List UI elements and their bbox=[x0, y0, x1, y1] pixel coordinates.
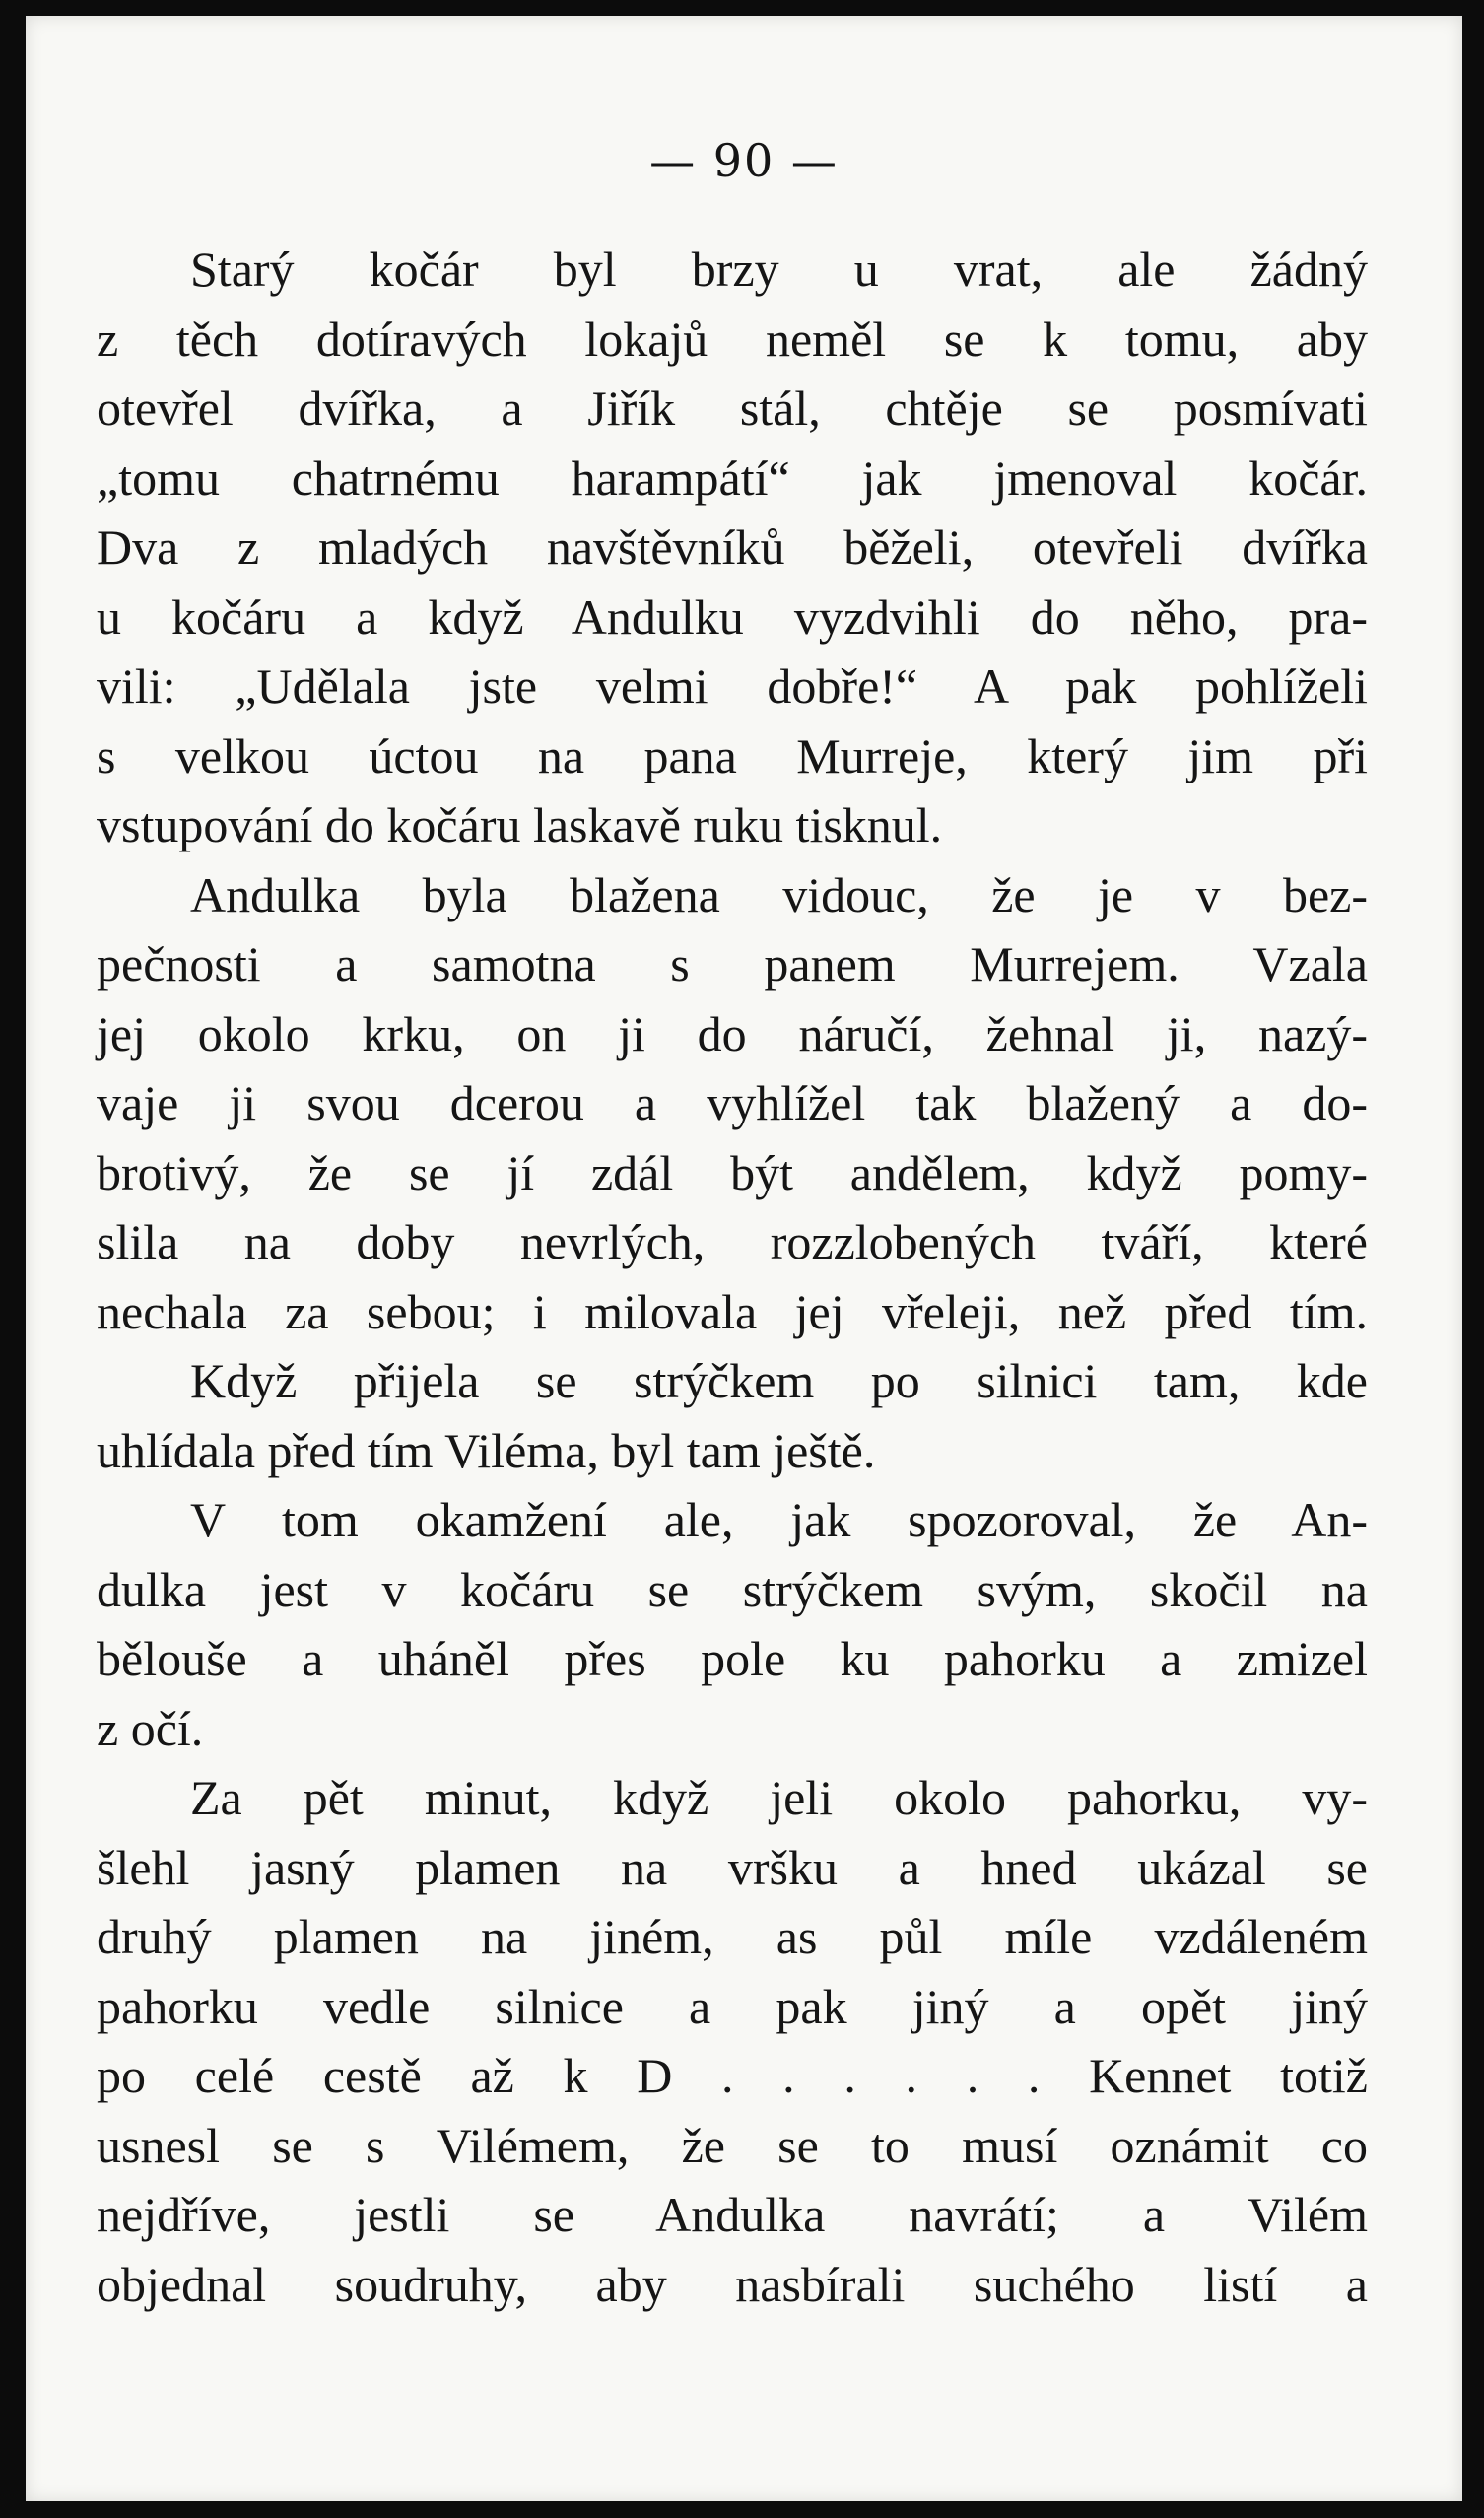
text-line: vili: „Udělala jste velmi dobře!“ A pak pohlíželi bbox=[97, 658, 1368, 714]
text-line: vstupování do kočáru laskavě ruku tisknul. bbox=[97, 797, 943, 852]
page-body-text bbox=[97, 235, 1368, 2319]
text-line: bělouše a uháněl přes pole ku pahorku a zmizel bbox=[97, 1631, 1368, 1686]
text-line: nechala za sebou; i milovala jej vřeleji, než před tím. bbox=[97, 1283, 1368, 1339]
text-line: uhlídala před tím Viléma, byl tam ještě. bbox=[97, 1422, 876, 1478]
text-line: Když přijela se strýčkem po silnici tam, kde bbox=[190, 1353, 1368, 1408]
text-line: z očí. bbox=[97, 1700, 204, 1756]
text-line: šlehl jasný plamen na vršku a hned ukázal se bbox=[97, 1839, 1368, 1895]
text-line: nejdříve, jestli se Andulka navrátí; a Vilém bbox=[97, 2187, 1368, 2242]
text-line: u kočáru a když Andulku vyzdvihli do něho, pra- bbox=[97, 588, 1368, 645]
text-line: z těch dotíravých lokajů neměl se k tomu, aby bbox=[97, 310, 1368, 367]
text-line: druhý plamen na jiném, as půl míle vzdáleném bbox=[97, 1909, 1368, 1964]
page-number: — 90 — bbox=[649, 134, 839, 187]
text-line: „tomu chatrnému harampátí“ jak jmenoval kočár. bbox=[97, 449, 1368, 506]
text-line: dulka jest v kočáru se strýčkem svým, skočil na bbox=[97, 1561, 1368, 1617]
text-line: s velkou úctou na pana Murreje, který jim při bbox=[97, 727, 1368, 783]
text-line: Starý kočár byl brzy u vrat, ale žádný bbox=[190, 241, 1368, 297]
text-line: pahorku vedle silnice a pak jiný a opět jiný bbox=[97, 1978, 1368, 2034]
text-line: Dva z mladých navštěvníků běželi, otevřeli dvířka bbox=[97, 519, 1368, 575]
text-line: V tom okamžení ale, jak spozoroval, že An- bbox=[190, 1492, 1368, 1547]
text-line: objednal soudruhy, aby nasbírali suchého listí a bbox=[97, 2256, 1368, 2312]
text-line: vaje ji svou dcerou a vyhlížel tak blažený a do- bbox=[97, 1075, 1368, 1130]
text-line: brotivý, že se jí zdál být andělem, když pomy- bbox=[97, 1144, 1368, 1200]
text-line: Andulka byla blažena vidouc, že je v bez- bbox=[190, 866, 1368, 922]
text-line: pečnosti a samotna s panem Murrejem. Vzala bbox=[97, 936, 1368, 991]
text-line: slila na doby nevrlých, rozzlobených tváří, které bbox=[97, 1214, 1368, 1269]
book-page bbox=[26, 16, 1462, 2501]
text-line: Za pět minut, když jeli okolo pahorku, vy- bbox=[190, 1770, 1368, 1825]
text-line: otevřel dvířka, a Jiřík stál, chtěje se posmívati bbox=[97, 380, 1368, 436]
text-line: po celé cestě až k D . . . . . . Kennet totiž bbox=[97, 2048, 1368, 2103]
text-line: jej okolo krku, on ji do náručí, žehnal ji, nazý- bbox=[97, 1005, 1368, 1061]
text-line: usnesl se s Vilémem, že se to musí oznámit co bbox=[97, 2117, 1368, 2173]
